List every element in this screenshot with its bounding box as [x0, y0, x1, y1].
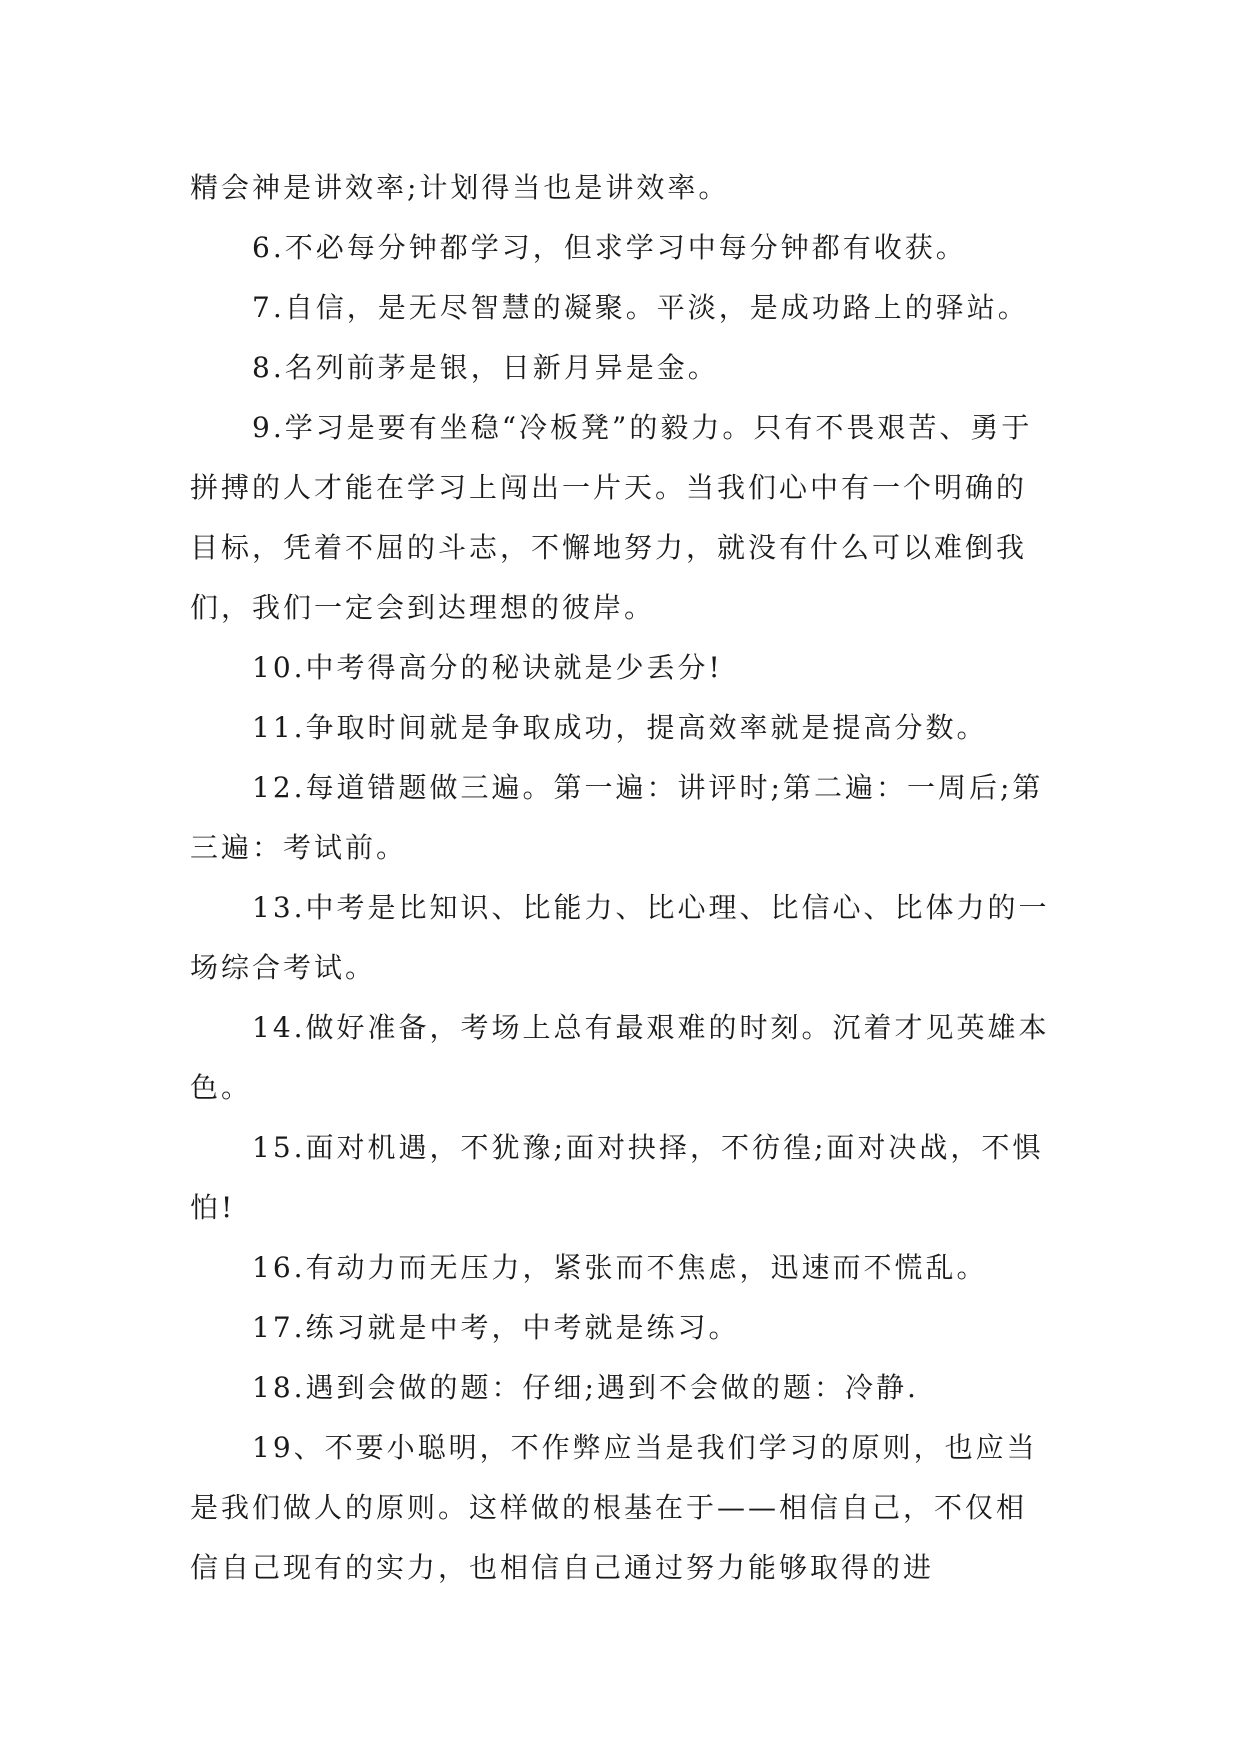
paragraph-item-17: 17.练习就是中考，中考就是练习。 [252, 1311, 740, 1344]
paragraph-item-8: 8.名列前茅是银，日新月异是金。 [252, 351, 719, 384]
paragraph-item-10: 10.中考得高分的秘诀就是少丢分! [252, 651, 723, 684]
paragraph-item-7: 7.自信，是无尽智慧的凝聚。平淡，是成功路上的驿站。 [252, 291, 1029, 324]
paragraph-item-14: 14.做好准备，考场上总有最艰难的时刻。沉着才见英雄本色。 [190, 1011, 1050, 1104]
paragraph-continuation: 精会神是讲效率;计划得当也是讲效率。 [190, 171, 730, 204]
paragraph-item-18: 18.遇到会做的题：仔细;遇到不会做的题：冷静. [252, 1371, 919, 1404]
paragraph-item-19: 19、不要小聪明，不作弊应当是我们学习的原则，也应当是我们做人的原则。这样做的根基在于——相信自己，不仅相信自己现有的实力，也相信自己通过努力能够取得的进 [190, 1431, 1038, 1584]
paragraph-item-9: 9.学习是要有坐稳“冷板凳”的毅力。只有不畏艰苦、勇于拼搏的人才能在学习上闯出一片天。当我们心中有一个明确的目标，凭着不屈的斗志，不懈地努力，就没有什么可以难倒我们，我们一定会到达理想的彼岸。 [190, 411, 1033, 624]
paragraph-item-6: 6.不必每分钟都学习，但求学习中每分钟都有收获。 [252, 231, 967, 264]
paragraph-item-16: 16.有动力而无压力，紧张而不焦虑，迅速而不慌乱。 [252, 1251, 988, 1284]
paragraph-item-11: 11.争取时间就是争取成功，提高效率就是提高分数。 [252, 711, 988, 744]
paragraph-item-13: 13.中考是比知识、比能力、比心理、比信心、比体力的一场综合考试。 [190, 891, 1050, 984]
document-body [190, 158, 1050, 1598]
paragraph-item-15: 15.面对机遇，不犹豫;面对抉择，不彷徨;面对决战，不惧怕! [190, 1131, 1044, 1224]
paragraph-item-12: 12.每道错题做三遍。第一遍：讲评时;第二遍：一周后;第三遍：考试前。 [190, 771, 1044, 864]
